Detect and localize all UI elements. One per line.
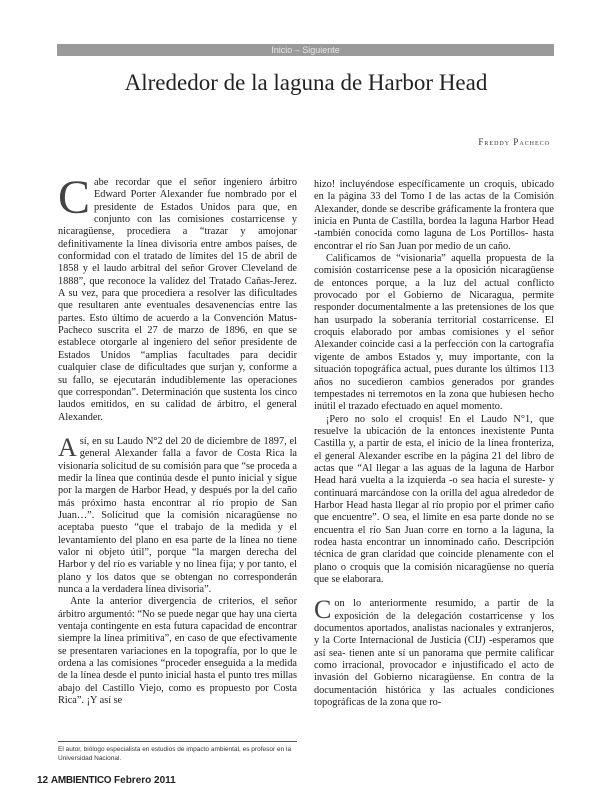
nav-link-inicio[interactable]: Inicio — [271, 45, 293, 55]
drop-cap: C — [58, 171, 91, 224]
author-footnote: El autor, biólogo especialista en estudios de impacto ambiental, es profesor en la Universidad Nacional. — [58, 741, 297, 763]
top-nav-bar — [57, 44, 554, 56]
page-number: 12 — [37, 775, 49, 786]
paragraph-3: Ante la anterior divergencia de criterios, el señor árbitro argumentó: “No se puede negar que hay una cierta ventaja contingente en esta futura capacidad de encontrar siempre la línea primitiva”, en caso de que efectivamente se presentaren variaciones en la topografía, por lo que le ordena a las comisiones “proceder enseguida a la medida de la línea desde el punto inicial hasta el punto tres millas abajo del Castillo Viejo, como es propuesto por Costa Rica”. ¡Y así se — [58, 596, 297, 707]
paragraph-1 — [58, 171, 297, 424]
right-column — [314, 179, 554, 709]
magazine-logo: AMBIENTICO — [50, 775, 112, 786]
paragraph-5: Calificamos de “visionaria” aquella propuesta de la comisión costarricense pese a la oposición nicaragüense de entonces porque, a la luz del actual conflicto provocado por el Gobierno de Nicaragua, permite responder documentalmente a las pretensiones de los que han usurpado la soberanía territorial costarricense. El croquis elaborado por ambas comisiones y el señor Alexander coincide casi a la perfección con la cartografía vigente de ambos Estados y, muy importante, con la situación topográfica actual, pues durante los últimos 113 años no sucedieron cambios generados por grandes tempestades ni terremotos en la zona que hubiesen hecho inútil el trazado efectuado en aquel momento. — [314, 253, 554, 413]
drop-cap: A — [58, 432, 77, 462]
paragraph-7 — [314, 595, 554, 709]
page-footer — [37, 775, 176, 786]
paragraph-1-text: abe recordar que el señor ingeniero árbitro Edward Porter Alexander fue nombrado por el presidente de Estados Unidos para que, en conjunto con las comisiones costarricense y nicaragüense, procediera a “trazar y amojonar definitivamente la línea divisoria entre ambos países, de conformidad con el tratado de límites del 15 de abril de 1858 y el laudo arbitral del señor Grover Cleveland de 1888”, que reconoce la validez del Tratado Cañas-Jerez. A su vez, para que procediera a resolver las dificultades que resultaren ante eventuales desavenencias entre las partes. Esto último de acuerdo a la Convención Matus-Pacheco suscrita el 27 de marzo de 1896, en que se establece otorgarle al ingeniero del señor presidente de Estados Unidos “amplias facultades para decidir cualquier clase de dificultades que surjan y, conforme a su fallo, se ejecutarán indudiblemente las operaciones que correspondan”. Determinación que sustenta los cinco laudos emitidos, en su calidad de árbitro, el general Alexander. — [58, 177, 297, 423]
paragraph-2 — [58, 432, 297, 596]
article-author: Freddy Pacheco — [478, 137, 550, 147]
article-title: Alrededor de la laguna de Harbor Head — [124, 70, 488, 95]
nav-link-siguiente[interactable]: Siguiente — [302, 45, 340, 55]
nav-separator: – — [292, 45, 303, 55]
paragraph-2-text: sí, en su Laudo N°2 del 20 de diciembre de 1897, el general Alexander falla a favor de Costa Rica la visionaria solicitud de su comisión para que “se proceda a medir la línea que continúa desde el punto inicial y sigue por la margen de Harbor Head, y después por la del caño más próximo hasta encontrar al río propio de San Juan…”. Solicitud que la comisión nicaragüense no aceptaba puesto “que el trabajo de la medida y el levantamiento del plano en esa parte de la línea no tiene valor ni objeto útil”, porque “la margen derecha del Harbor y del río es variable y no linea fija; y por tanto, el plano y los datos que se obtengan no corresponderán nunca a la verdadera línea divisoria”. — [58, 435, 297, 595]
drop-cap: C — [314, 595, 332, 625]
paragraph-7-text: on lo anteriormente resumido, a partir de la exposición de la delegación costarricense y los documentos aportados, analistas nacionales y extranjeros, y la Corte Internacional de Justicia (CIJ) -esperamos que así sea- tienen ante sí un panorama que permite calificar como irracional, provocador e injustificado el acto de invasión del Gobierno nicaragüense. En contra de la documentación histórica y las actuales condiciones topográficas de la zona que ro- — [314, 598, 554, 709]
issue-date: Febrero 2011 — [114, 775, 176, 786]
paragraph-4: hizo! incluyéndose específicamente un croquis, ubicado en la página 33 del Tomo I de las actas de la Comisión Alexander, donde se describe gráficamente la frontera que inicia en Punta de Castilla, bordea la laguna Harbor Head -también conocida como laguna de Los Portillos- hasta encontrar el río San Juan por medio de un caño. — [314, 179, 554, 252]
paragraph-6: ¡Pero no solo el croquis! En el Laudo N°1, que resuelve la ubicación de la entonces inexistente Punta Castilla y, a partir de esta, el inicio de la línea fronteriza, el general Alexander escribe en la página 21 del libro de actas que “Al llegar a las aguas de la laguna de Harbor Head hará vuelta a la izquierda -o sea hacia el sureste- y continuará marcándose con la orilla del agua alrededor de Harbor Head hasta llegar al río propio por el primer caño que encuentre”. O sea, el límite en esa parte donde no se encuentra el río San Juan corre en torno a la laguna, la rodea hasta encontrar un innominado caño. Descripción técnica de gran claridad que coincide plenamente con el plano o croquis que la comisión nicaragüense no quería que se elaborara. — [314, 413, 554, 585]
left-column — [58, 171, 297, 707]
